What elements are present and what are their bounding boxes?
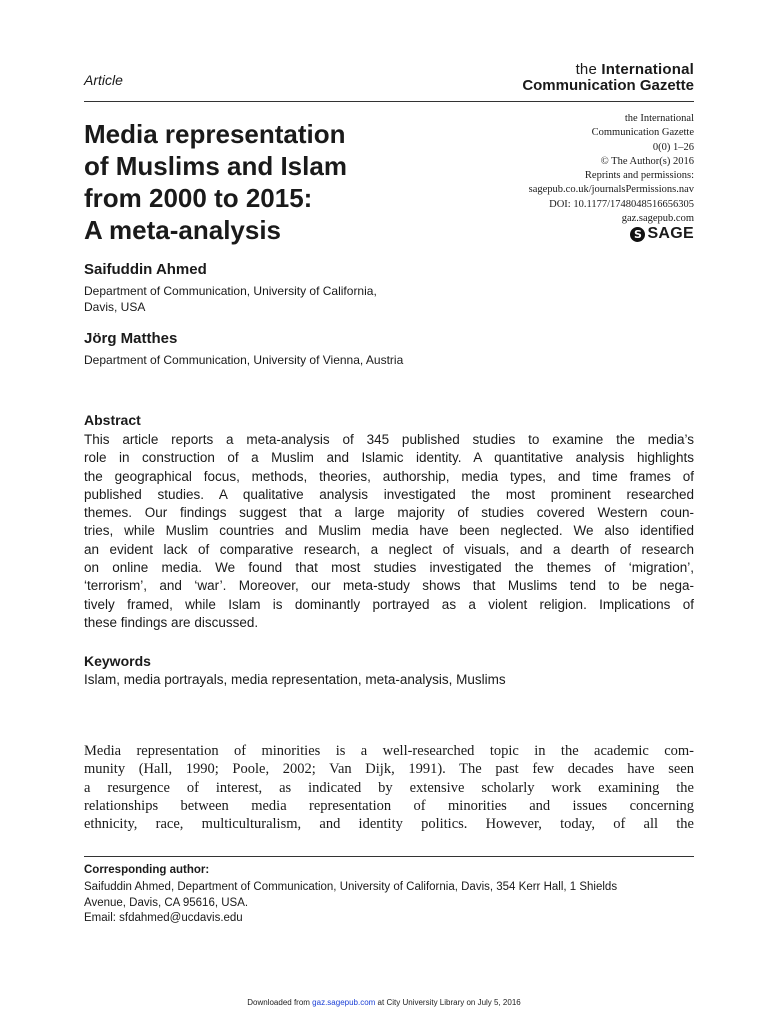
author-name: Saifuddin Ahmed: [84, 261, 207, 278]
corresponding-line: Saifuddin Ahmed, Department of Communication, University of California, Davis, 354 Kerr Hall, 1 Shields: [84, 881, 618, 893]
corresponding-email[interactable]: Email: sfdahmed@ucdavis.edu: [84, 912, 243, 924]
meta-line: Reprints and permissions:: [584, 170, 694, 182]
doi-line: DOI: 10.1177/1748048516656305: [549, 198, 694, 210]
abstract-line: published studies. A qualitative analysis investigated the most prominent researched: [84, 486, 694, 502]
abstract-line: role in construction of a Muslim and Islamic identity. A quantitative analysis highlights: [84, 450, 694, 466]
corresponding-author-heading: Corresponding author:: [84, 864, 210, 876]
body-line: ethnicity, race, multiculturalism, and identity politics. However, today, of all the: [84, 816, 694, 833]
body-line: a resurgence of interest, as indicated by extensive scholarly work examining the: [84, 779, 694, 796]
abstract-heading: Abstract: [84, 412, 141, 428]
meta-line: the International: [624, 113, 694, 124]
download-notice: [0, 998, 768, 1007]
article-type-label: Article: [84, 72, 123, 88]
author-name: Jörg Matthes: [84, 330, 178, 347]
abstract-line: themes. Our findings suggest that a large majority of studies covered Western coun-: [84, 505, 694, 521]
abstract-line: on online media. We found that most studies investigated the themes of ‘migration’,: [84, 560, 694, 576]
journal-brand-prefix: the: [575, 61, 598, 78]
download-prefix: Downloaded from: [247, 998, 313, 1007]
affiliation-line: Department of Communication, University of Vienna, Austria: [84, 353, 404, 367]
corresponding-author-details: [84, 880, 704, 927]
meta-line: Communication Gazette: [591, 127, 694, 139]
meta-line: © The Author(s) 2016: [600, 155, 694, 167]
abstract-line: tries, while Muslim countries and Muslim media have been neglected. We also identified: [84, 523, 694, 539]
footnote-divider: [84, 856, 694, 857]
sage-logo-word: SAGE: [647, 225, 694, 242]
abstract-line: an evident lack of comparative research, a neglect of visuals, and a dearth of research: [84, 541, 694, 557]
title-line: of Muslims and Islam: [84, 151, 347, 181]
abstract-line: ‘terrorism’, and ‘war’. Moreover, our meta-study shows that Muslims tend to be nega-: [84, 578, 694, 594]
author-affiliation: [84, 283, 464, 315]
header-divider: [84, 101, 694, 102]
title-line: A meta-analysis: [84, 215, 282, 245]
journal-brand-bold: International: [601, 61, 694, 78]
title-line: Media representation: [84, 119, 346, 149]
body-line: relationships between media representation of minorities and issues concerning: [84, 797, 694, 814]
paper-title: [84, 118, 424, 246]
body-text: [84, 742, 694, 833]
download-suffix: at City University Library on July 5, 2016: [375, 998, 521, 1007]
sage-logo-icon: S: [630, 227, 645, 242]
author-affiliation: [84, 352, 403, 368]
body-line: Media representation of minorities is a well-researched topic in the academic com-: [84, 743, 694, 759]
journal-brand: [522, 62, 694, 94]
abstract-body: [84, 431, 694, 632]
meta-line: 0(0) 1–26: [652, 141, 694, 153]
download-link[interactable]: gaz.sagepub.com: [312, 998, 376, 1007]
corresponding-line: Avenue, Davis, CA 95616, USA.: [84, 896, 249, 909]
abstract-line: the geographical focus, methods, theories, authorship, media types, and time frames of: [84, 468, 694, 484]
journal-brand-line2: Communication Gazette: [522, 77, 694, 94]
abstract-line: This article reports a meta-analysis of 345 published studies to examine the media’s: [84, 432, 694, 447]
keywords-list: Islam, media portrayals, media representation, meta-analysis, Muslims: [84, 672, 506, 687]
abstract-line: these findings are discussed.: [84, 614, 259, 630]
journal-meta: [529, 112, 694, 226]
keywords-heading: Keywords: [84, 653, 151, 669]
affiliation-line: Davis, USA: [84, 300, 146, 314]
body-line: munity (Hall, 1990; Poole, 2002; Van Dijk, 1991). The past few decades have seen: [84, 761, 694, 778]
affiliation-line: Department of Communication, University of California,: [84, 284, 377, 298]
abstract-line: tively framed, while Islam is dominantly portrayed as a violent religion. Implications of: [84, 596, 694, 612]
title-line: from 2000 to 2015:: [84, 183, 313, 213]
sage-logo: [630, 225, 694, 243]
permissions-link[interactable]: sagepub.co.uk/journalsPermissions.nav: [528, 184, 694, 196]
journal-url[interactable]: gaz.sagepub.com: [621, 213, 694, 225]
